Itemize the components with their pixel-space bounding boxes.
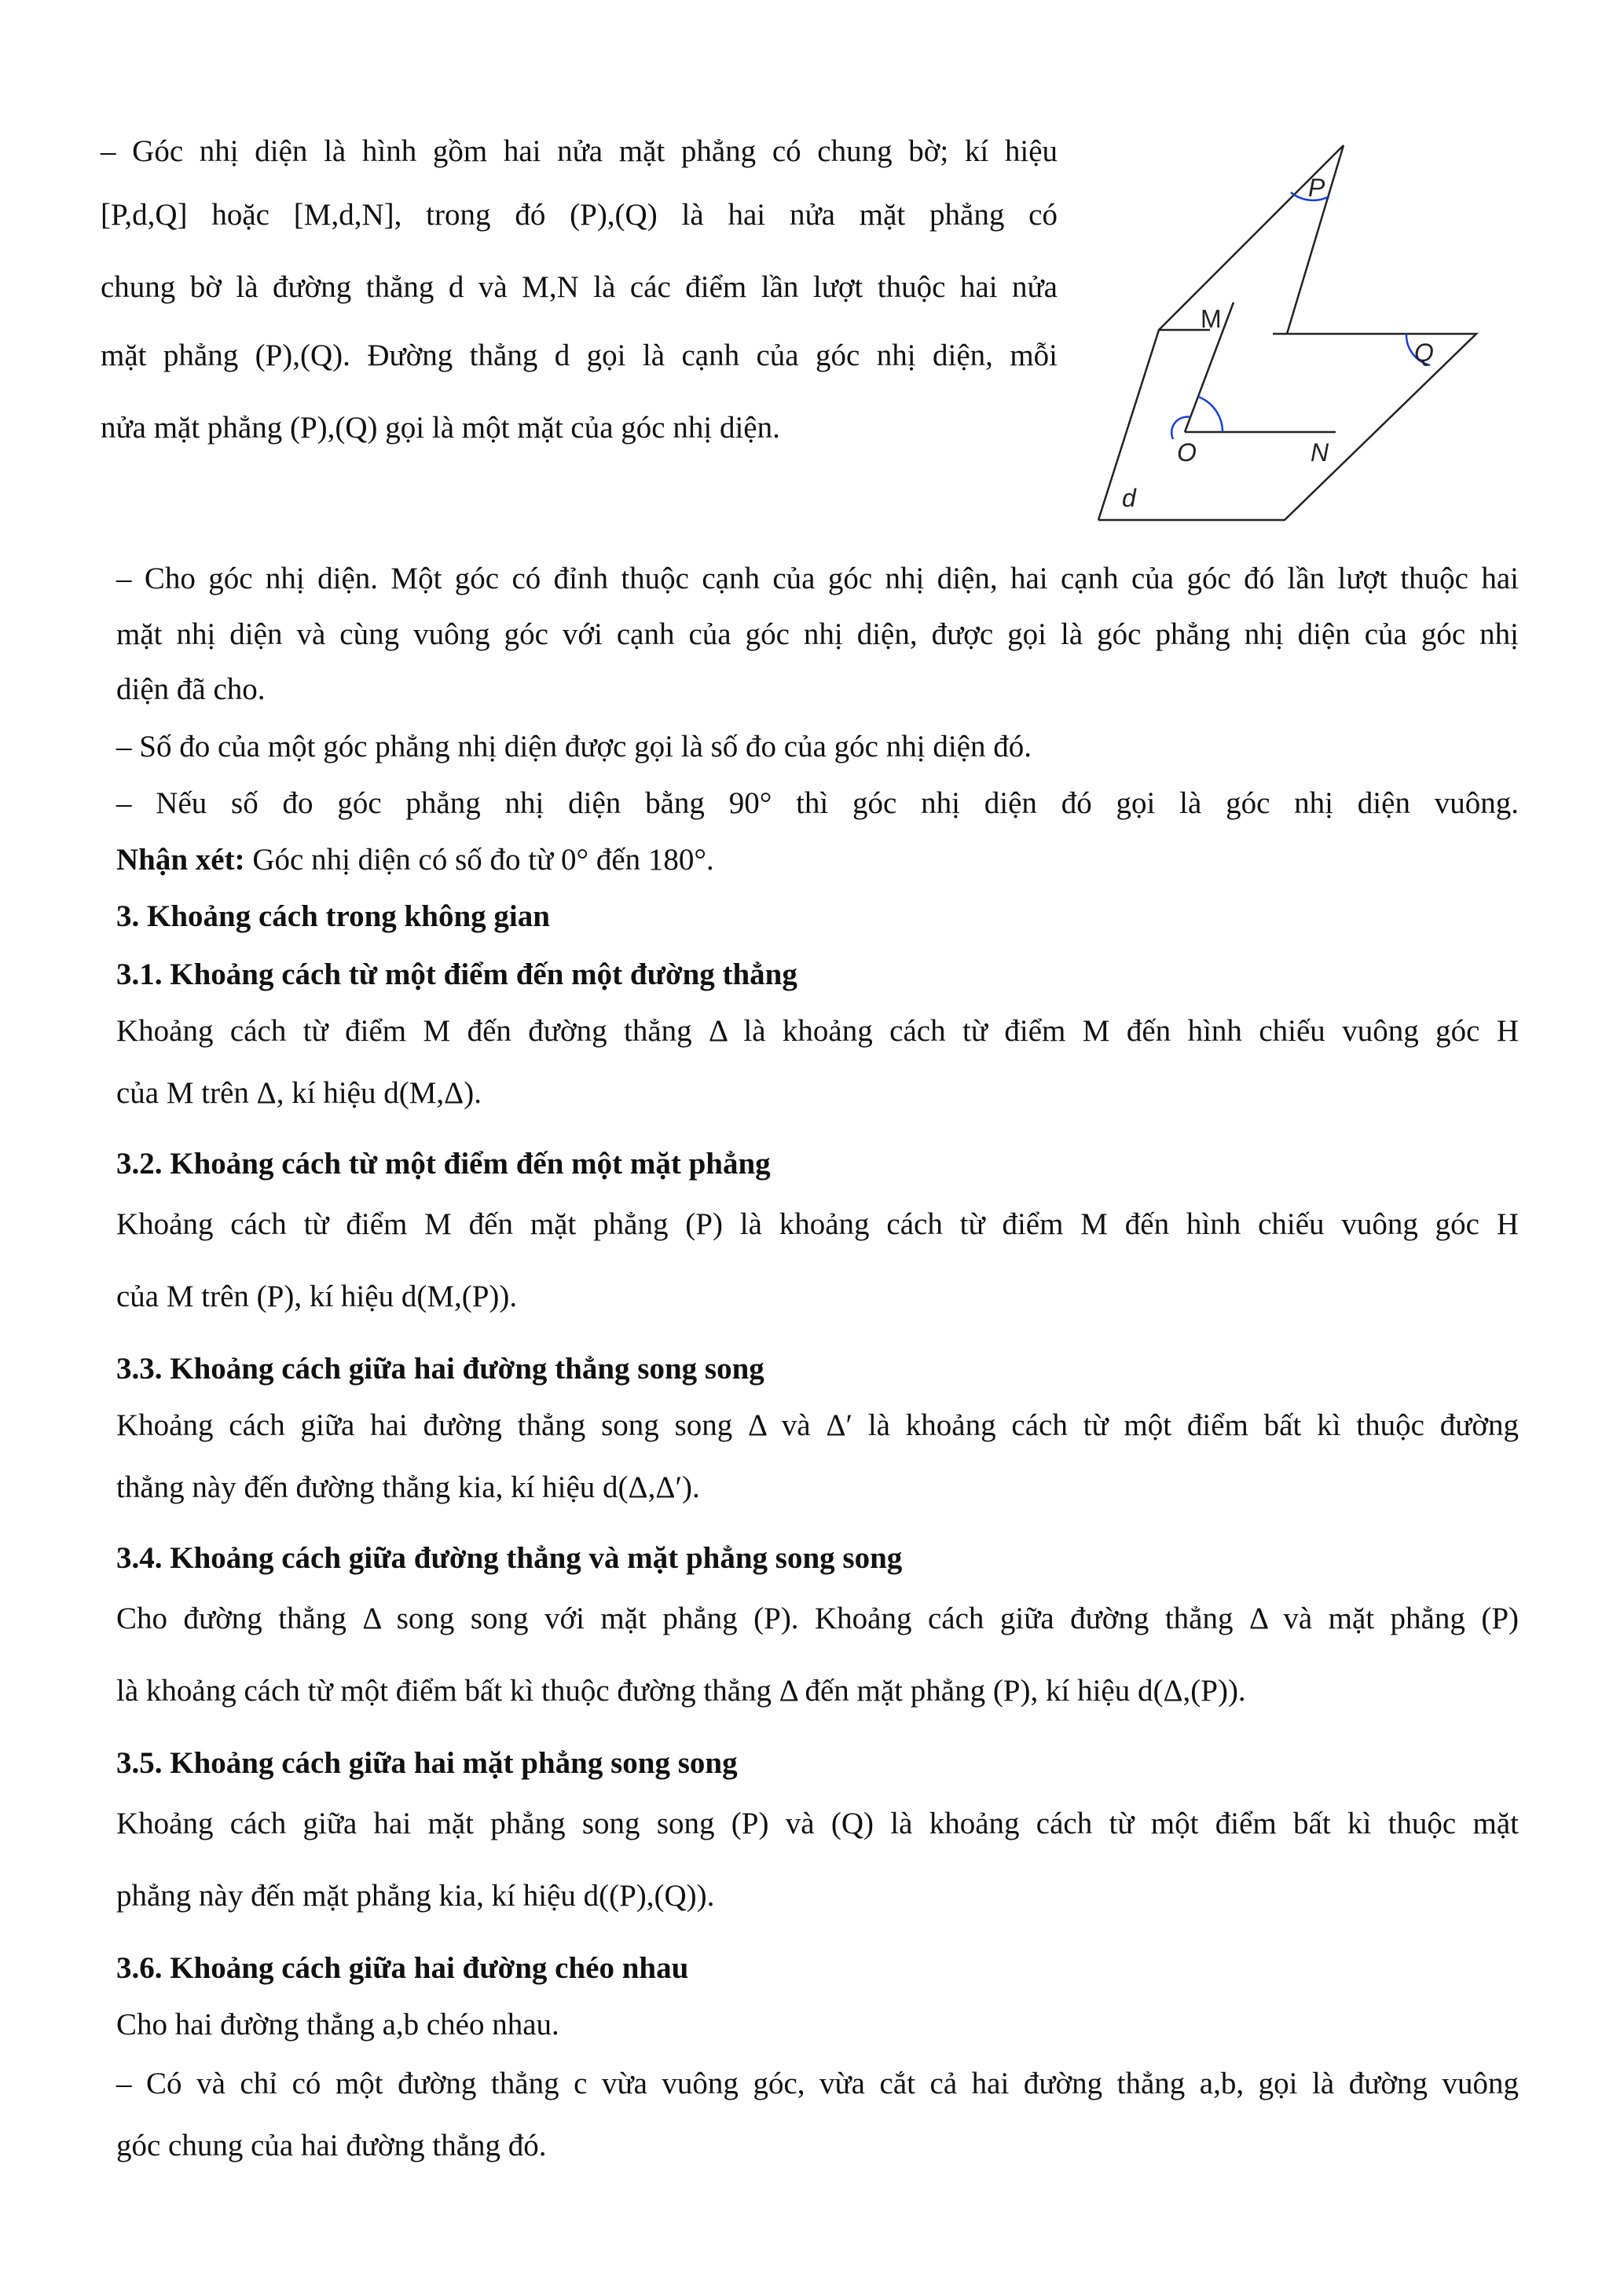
section-3-5-title: 3.5. Khoảng cách giữa hai mặt phẳng song song (116, 1746, 738, 1780)
angle-arc-mon-inner (1171, 417, 1190, 439)
dihedral-angle-figure (1084, 137, 1493, 530)
section-3-2-title: 3.2. Khoảng cách từ một điểm đến một mặt phẳng (116, 1147, 771, 1181)
remark-text: Góc nhị diện có số đo từ 0° đến 180°. (244, 843, 714, 877)
plane-angle-line-3: diện đã cho. (116, 672, 266, 706)
intro-line-5: nửa mặt phẳng (P),(Q) gọi là một mặt của góc nhị diện. (101, 411, 780, 445)
section-3-2-line-1: Khoảng cách từ điểm M đến mặt phẳng (P) là khoảng cách từ điểm M đến hình chiếu vuông góc H (116, 1207, 1519, 1241)
label-n: N (1311, 438, 1329, 467)
plane-p-outline (1098, 330, 1210, 520)
label-d: d (1122, 484, 1136, 512)
section-3-4-line-1: Cho đường thẳng Δ song song với mặt phẳng (P). Khoảng cách giữa đường thẳng Δ và mặt phẳng (P) (116, 1602, 1519, 1635)
section-3-1-title: 3.1. Khoảng cách từ một điểm đến một đường thẳng (116, 958, 797, 991)
section-3-4-line-2: là khoảng cách từ một điểm bất kì thuộc đường thẳng Δ đến mặt phẳng (P), kí hiệu d(Δ,(P)). (116, 1674, 1246, 1708)
section-3-5-line-1: Khoảng cách giữa hai mặt phẳng song song (P) và (Q) là khoảng cách từ một điểm bất kì thuộc mặt (116, 1807, 1519, 1840)
intro-line-1: – Góc nhị diện là hình gồm hai nửa mặt phẳng có chung bờ; kí hiệu (101, 134, 1058, 168)
intro-line-2: [P,d,Q] hoặc [M,d,N], trong đó (P),(Q) là hai nửa mặt phẳng có (101, 198, 1058, 232)
section-3-1-line-2: của M trên Δ, kí hiệu d(M,Δ). (116, 1076, 482, 1110)
section-3-6-line-1: Cho hai đường thẳng a,b chéo nhau. (116, 2008, 559, 2041)
intro-line-4: mặt phẳng (P),(Q). Đường thẳng d gọi là cạnh của góc nhị diện, mỗi (101, 339, 1058, 372)
section-3-2-line-2: của M trên (P), kí hiệu d(M,(P)). (116, 1280, 518, 1313)
label-q: Q (1414, 339, 1434, 367)
plane-angle-line-5: – Nếu số đo góc phẳng nhị diện bằng 90° thì góc nhị diện đó gọi là góc nhị diện vuông. (116, 786, 1519, 820)
label-o: O (1177, 438, 1197, 467)
plane-angle-line-2: mặt nhị diện và cùng vuông góc với cạnh của góc nhị diện, được gọi là góc phẳng nhị diện của góc nhị (116, 617, 1519, 651)
plane-angle-line-1: – Cho góc nhị diện. Một góc có đỉnh thuộc cạnh của góc nhị diện, hai cạnh của góc đó lần lượt thuộc hai (116, 562, 1519, 595)
label-p: P (1308, 174, 1325, 202)
intro-line-3: chung bờ là đường thẳng d và M,N là các điểm lần lượt thuộc hai nửa (101, 270, 1058, 304)
section-3-5-line-2: phẳng này đến mặt phẳng kia, kí hiệu d((P),(Q)). (116, 1879, 715, 1913)
remark-line (116, 840, 714, 881)
section-3-title: 3. Khoảng cách trong không gian (116, 899, 550, 933)
section-3-3-title: 3.3. Khoảng cách giữa hai đường thẳng song song (116, 1352, 764, 1386)
remark-label: Nhận xét: (116, 843, 245, 877)
angle-arc-mon (1198, 397, 1223, 432)
section-3-6-title: 3.6. Khoảng cách giữa hai đường chéo nhau (116, 1951, 689, 1985)
section-3-1-line-1: Khoảng cách từ điểm M đến đường thẳng Δ là khoảng cách từ điểm M đến hình chiếu vuông góc H (116, 1014, 1519, 1048)
section-3-6-line-3: góc chung của hai đường thẳng đó. (116, 2129, 547, 2162)
section-3-6-line-2: – Có và chỉ có một đường thẳng c vừa vuông góc, vừa cắt cả hai đường thẳng a,b, gọi là đường vuông (116, 2067, 1519, 2100)
label-m: M (1201, 305, 1222, 333)
section-3-3-line-1: Khoảng cách giữa hai đường thẳng song song Δ và Δ′ là khoảng cách từ một điểm bất kì thuộc đường (116, 1408, 1519, 1442)
section-3-3-line-2: thẳng này đến đường thẳng kia, kí hiệu d(Δ,Δ′). (116, 1470, 700, 1504)
section-3-4-title: 3.4. Khoảng cách giữa đường thẳng và mặt phẳng song song (116, 1541, 903, 1575)
plane-angle-line-4: – Số đo của một góc phẳng nhị diện được gọi là số đo của góc nhị diện đó. (116, 730, 1032, 764)
